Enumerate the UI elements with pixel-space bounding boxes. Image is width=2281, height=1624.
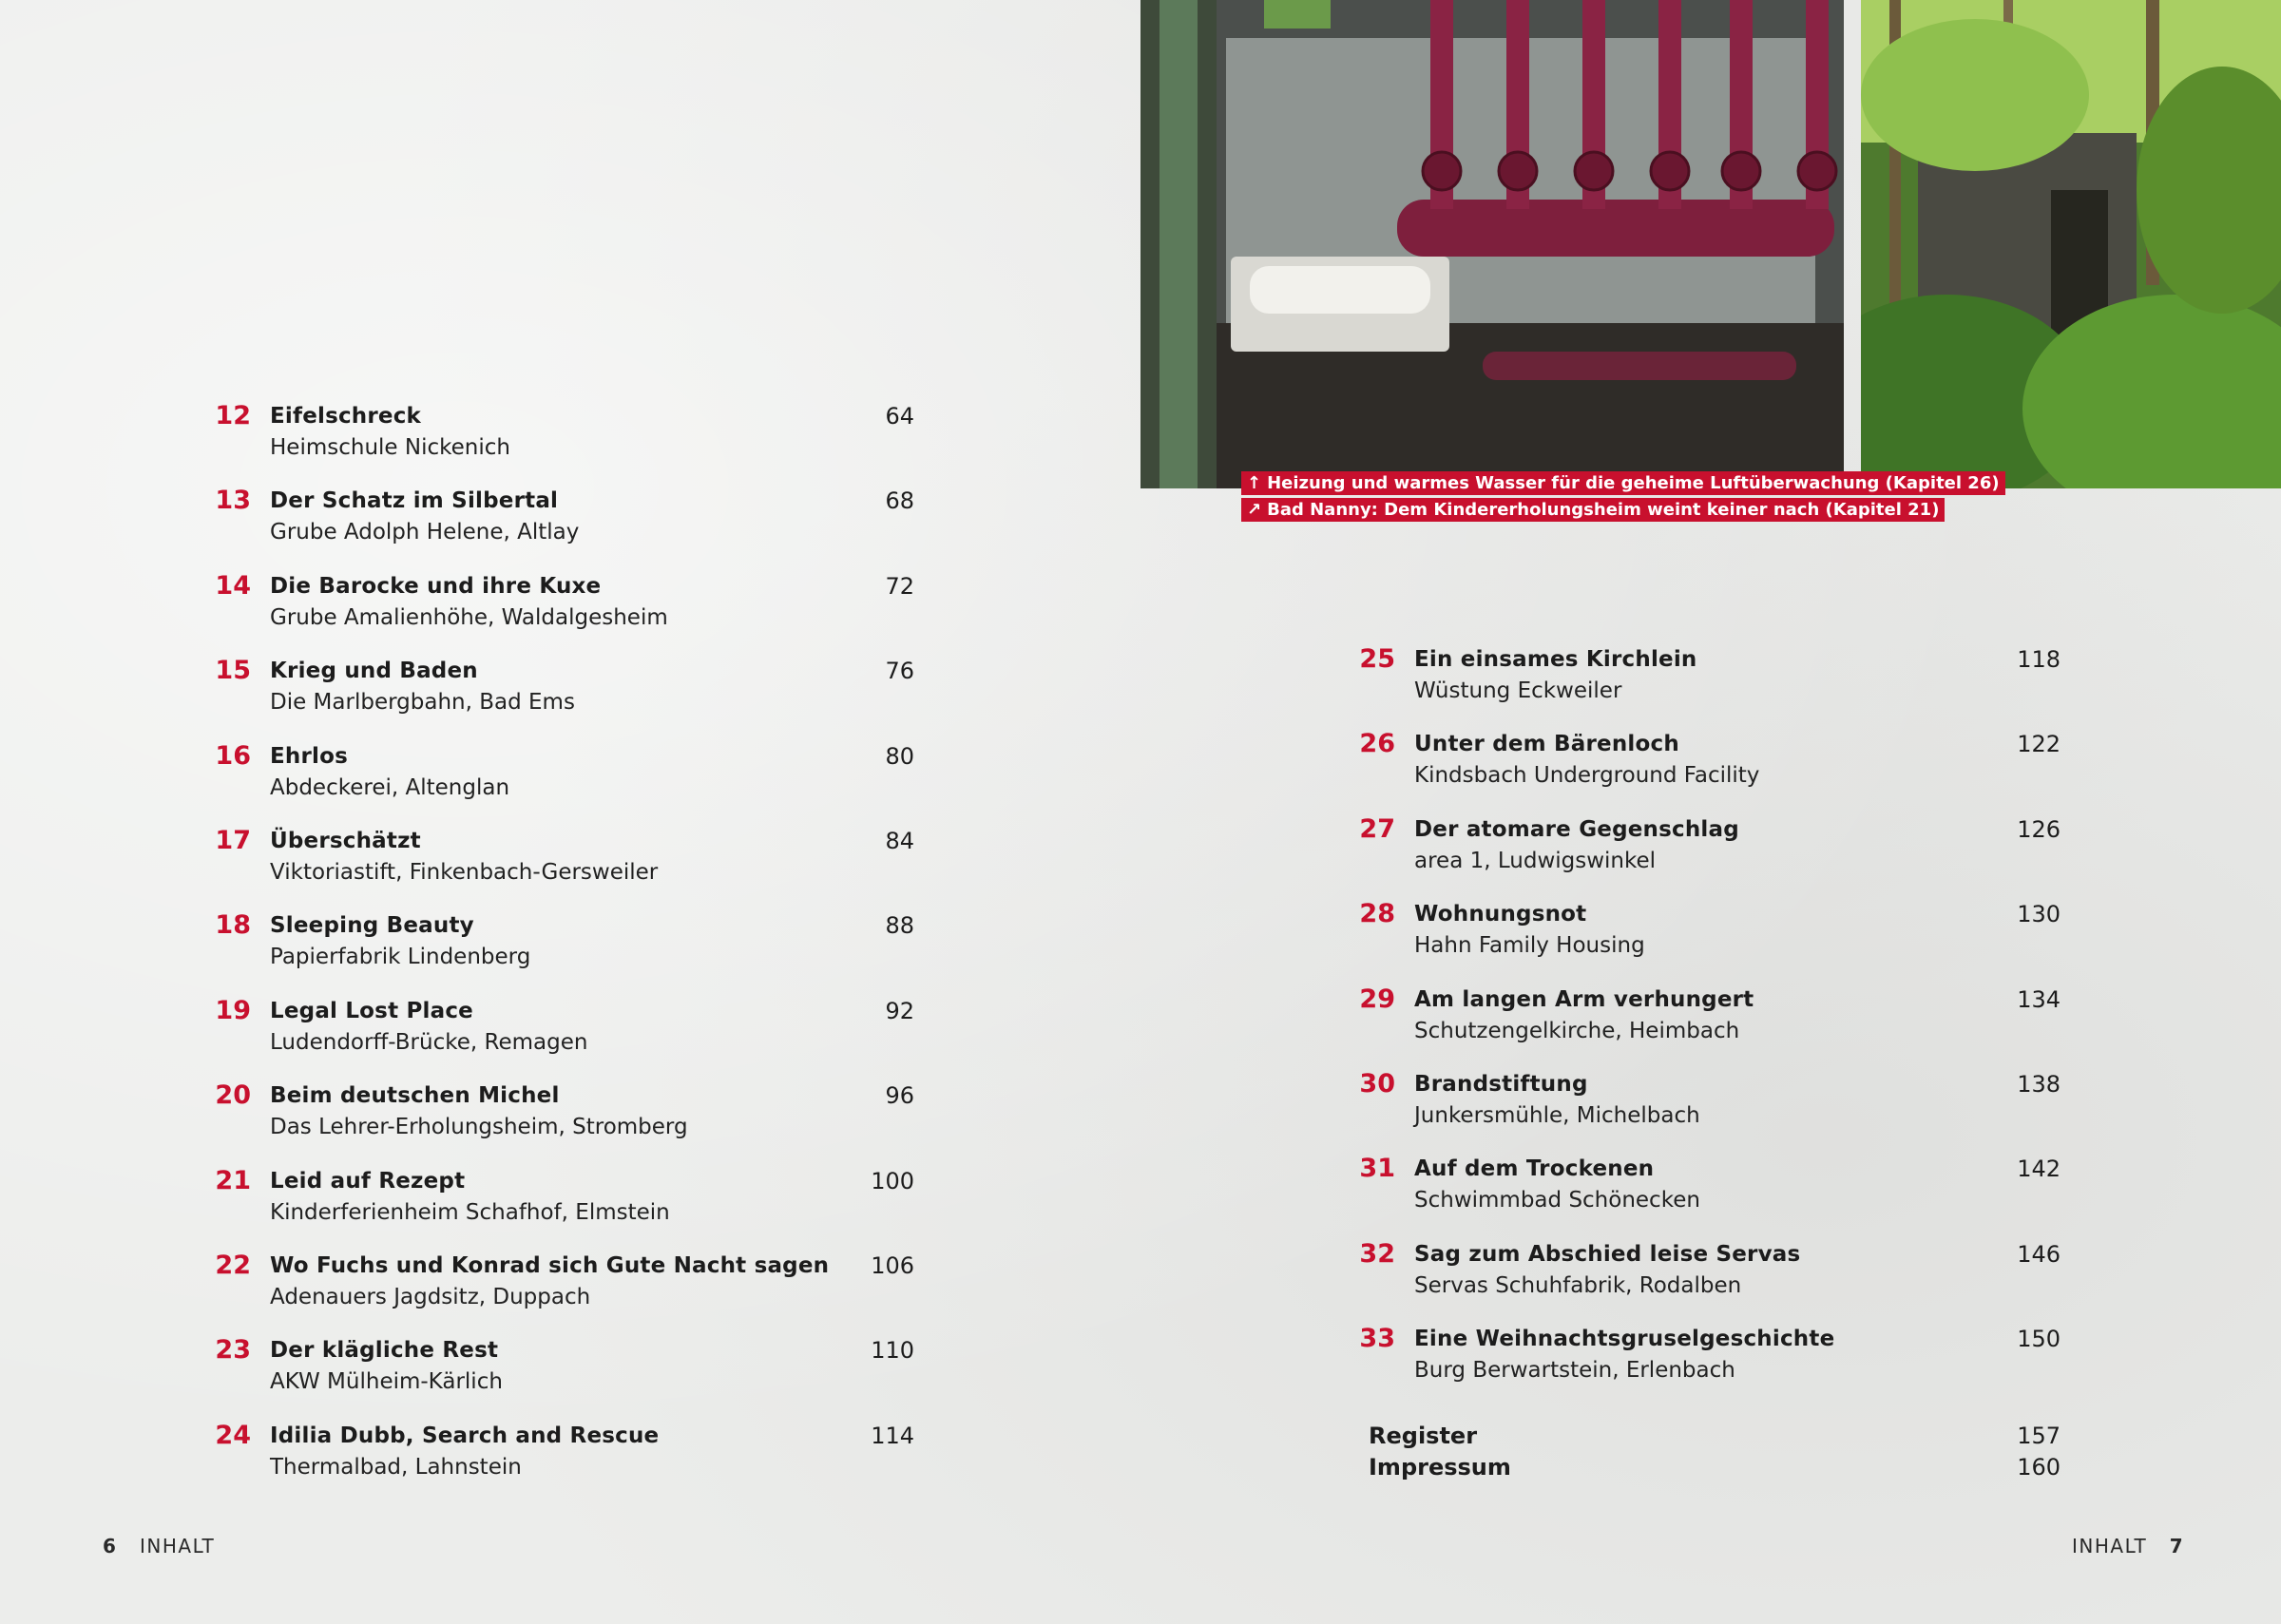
toc-entry-17[interactable] bbox=[215, 824, 914, 908]
footer-label: INHALT bbox=[140, 1535, 216, 1557]
entry-page: 76 bbox=[885, 658, 914, 685]
entry-subtitle: Das Lehrer-Erholungsheim, Stromberg bbox=[270, 1115, 688, 1140]
toc-entry-23[interactable] bbox=[215, 1333, 914, 1418]
chapter-number: 25 bbox=[1359, 644, 1395, 674]
entry-page: 92 bbox=[885, 997, 914, 1024]
entry-title: Sag zum Abschied leise Servas bbox=[1414, 1241, 1801, 1267]
entry-title: Sleeping Beauty bbox=[270, 913, 474, 939]
toc-entry-27[interactable] bbox=[1359, 812, 2061, 897]
entry-title: Die Barocke und ihre Kuxe bbox=[270, 573, 602, 599]
toc-entry-21[interactable] bbox=[215, 1164, 914, 1249]
toc-extras bbox=[1367, 1421, 2061, 1483]
entry-subtitle: Kinderferienheim Schafhof, Elmstein bbox=[270, 1199, 670, 1225]
toc-left bbox=[215, 399, 914, 1503]
photo-captions bbox=[1241, 471, 2005, 525]
caption-text: Heizung und warmes Wasser für die geheime Luftüberwachung (Kapitel 26) bbox=[1267, 473, 2000, 493]
entry-title: Brandstiftung bbox=[1414, 1071, 1588, 1097]
chapter-number: 19 bbox=[215, 995, 251, 1025]
entry-page: 126 bbox=[2017, 815, 2061, 843]
chapter-number: 21 bbox=[215, 1165, 251, 1195]
entry-page: 160 bbox=[2017, 1454, 2061, 1481]
chapter-number: 14 bbox=[215, 570, 251, 601]
entry-page: 157 bbox=[2017, 1423, 2061, 1449]
entry-subtitle: Ludendorff-Brücke, Remagen bbox=[270, 1029, 588, 1055]
toc-entry-18[interactable] bbox=[215, 908, 914, 993]
chapter-number: 15 bbox=[215, 656, 251, 686]
entry-page: 96 bbox=[885, 1082, 914, 1110]
entry-page: 64 bbox=[885, 403, 914, 430]
toc-entry-25[interactable] bbox=[1359, 642, 2061, 727]
forest-ruin-illustration bbox=[1861, 0, 2281, 488]
entry-subtitle: Schutzengelkirche, Heimbach bbox=[1414, 1018, 1740, 1043]
toc-right bbox=[1359, 642, 2061, 1407]
toc-entry-24[interactable] bbox=[215, 1419, 914, 1503]
entry-page: 72 bbox=[885, 572, 914, 600]
entry-page: 88 bbox=[885, 912, 914, 940]
entry-subtitle: Servas Schuhfabrik, Rodalben bbox=[1414, 1272, 1742, 1298]
entry-page: 138 bbox=[2017, 1070, 2061, 1098]
entry-subtitle: AKW Mülheim-Kärlich bbox=[270, 1369, 503, 1395]
chapter-number: 33 bbox=[1359, 1324, 1395, 1354]
entry-page: 142 bbox=[2017, 1156, 2061, 1183]
entry-subtitle: Schwimmbad Schönecken bbox=[1414, 1188, 1700, 1213]
toc-entry-30[interactable] bbox=[1359, 1067, 2061, 1152]
entry-page: 134 bbox=[2017, 985, 2061, 1013]
chapter-number: 20 bbox=[215, 1080, 251, 1111]
entry-page: 80 bbox=[885, 742, 914, 770]
entry-subtitle: area 1, Ludwigswinkel bbox=[1414, 848, 1657, 873]
toc-entry-13[interactable] bbox=[215, 484, 914, 568]
entry-page: 110 bbox=[871, 1337, 914, 1365]
photo-boiler-room bbox=[1140, 0, 1844, 488]
entry-subtitle: Junkersmühle, Michelbach bbox=[1414, 1102, 1700, 1128]
entry-subtitle: Grube Amalienhöhe, Waldalgesheim bbox=[270, 604, 668, 630]
toc-entry-register[interactable] bbox=[1367, 1421, 2061, 1452]
entry-page: 118 bbox=[2017, 646, 2061, 673]
toc-entry-22[interactable] bbox=[215, 1249, 914, 1333]
photo-forest-ruin bbox=[1861, 0, 2281, 488]
toc-entry-16[interactable] bbox=[215, 739, 914, 824]
left-page bbox=[0, 0, 1140, 1624]
entry-title: Register bbox=[1369, 1423, 1478, 1449]
toc-entry-15[interactable] bbox=[215, 654, 914, 738]
footer-left bbox=[103, 1533, 215, 1559]
entry-title: Idilia Dubb, Search and Rescue bbox=[270, 1423, 660, 1448]
toc-entry-14[interactable] bbox=[215, 569, 914, 654]
entry-page: 122 bbox=[2017, 731, 2061, 758]
entry-title: Legal Lost Place bbox=[270, 998, 473, 1023]
entry-subtitle: Wüstung Eckweiler bbox=[1414, 678, 1622, 703]
chapter-number: 26 bbox=[1359, 729, 1395, 759]
entry-title: Am langen Arm verhungert bbox=[1414, 986, 1754, 1012]
entry-title: Beim deutschen Michel bbox=[270, 1083, 560, 1109]
toc-entry-19[interactable] bbox=[215, 994, 914, 1079]
entry-subtitle: Grube Adolph Helene, Altlay bbox=[270, 520, 580, 545]
chapter-number: 31 bbox=[1359, 1154, 1395, 1184]
entry-subtitle: Kindsbach Underground Facility bbox=[1414, 763, 1760, 789]
caption-bad-nanny bbox=[1241, 498, 1945, 522]
toc-entry-12[interactable] bbox=[215, 399, 914, 484]
entry-title: Der atomare Gegenschlag bbox=[1414, 816, 1739, 842]
entry-title: Wohnungsnot bbox=[1414, 902, 1587, 927]
entry-subtitle: Hahn Family Housing bbox=[1414, 933, 1645, 959]
arrow-up-icon: ↑ bbox=[1247, 473, 1262, 493]
chapter-number: 24 bbox=[215, 1420, 251, 1450]
chapter-number: 13 bbox=[215, 486, 251, 516]
entry-title: Der Schatz im Silbertal bbox=[270, 488, 559, 514]
chapter-number: 28 bbox=[1359, 899, 1395, 929]
entry-subtitle: Abdeckerei, Altenglan bbox=[270, 774, 510, 800]
chapter-number: 22 bbox=[215, 1250, 251, 1280]
entry-subtitle: Heimschule Nickenich bbox=[270, 435, 510, 460]
chapter-number: 29 bbox=[1359, 984, 1395, 1014]
chapter-number: 30 bbox=[1359, 1068, 1395, 1099]
chapter-number: 27 bbox=[1359, 813, 1395, 844]
page-number: 6 bbox=[103, 1535, 118, 1557]
entry-page: 100 bbox=[871, 1167, 914, 1194]
entry-page: 68 bbox=[885, 487, 914, 515]
entry-subtitle: Thermalbad, Lahnstein bbox=[270, 1454, 522, 1480]
entry-title: Auf dem Trockenen bbox=[1414, 1156, 1655, 1182]
entry-subtitle: Viktoriastift, Finkenbach-Gersweiler bbox=[270, 859, 659, 885]
entry-page: 146 bbox=[2017, 1240, 2061, 1268]
entry-title: Eifelschreck bbox=[270, 404, 422, 429]
entry-title: Impressum bbox=[1369, 1454, 1511, 1481]
entry-title: Eine Weihnachtsgruselgeschichte bbox=[1414, 1327, 1835, 1352]
toc-entry-28[interactable] bbox=[1359, 897, 2061, 982]
entry-page: 84 bbox=[885, 827, 914, 854]
entry-page: 114 bbox=[871, 1422, 914, 1449]
entry-title: Wo Fuchs und Konrad sich Gute Nacht sagen bbox=[270, 1252, 830, 1278]
entry-page: 130 bbox=[2017, 901, 2061, 928]
chapter-number: 32 bbox=[1359, 1238, 1395, 1269]
toc-entry-26[interactable] bbox=[1359, 727, 2061, 812]
entry-page: 106 bbox=[871, 1251, 914, 1279]
entry-subtitle: Adenauers Jagdsitz, Duppach bbox=[270, 1284, 591, 1309]
entry-title: Unter dem Bärenloch bbox=[1414, 732, 1679, 757]
entry-title: Ehrlos bbox=[270, 743, 349, 769]
caption-text: Bad Nanny: Dem Kindererholungsheim weint keiner nach (Kapitel 21) bbox=[1267, 500, 1940, 520]
boiler-room-illustration bbox=[1140, 0, 1844, 488]
chapter-number: 23 bbox=[215, 1335, 251, 1366]
entry-subtitle: Papierfabrik Lindenberg bbox=[270, 945, 531, 970]
toc-entry-29[interactable] bbox=[1359, 983, 2061, 1067]
arrow-up-right-icon: ↗ bbox=[1247, 500, 1262, 520]
entry-title: Überschätzt bbox=[270, 828, 421, 853]
toc-entry-impressum[interactable] bbox=[1367, 1452, 2061, 1483]
entry-title: Der klägliche Rest bbox=[270, 1338, 499, 1364]
chapter-number: 16 bbox=[215, 740, 251, 771]
entry-title: Krieg und Baden bbox=[270, 659, 478, 684]
toc-entry-20[interactable] bbox=[215, 1079, 914, 1163]
toc-entry-33[interactable] bbox=[1359, 1322, 2061, 1406]
toc-entry-32[interactable] bbox=[1359, 1237, 2061, 1322]
entry-title: Ein einsames Kirchlein bbox=[1414, 647, 1697, 672]
entry-title: Leid auf Rezept bbox=[270, 1168, 466, 1194]
toc-entry-31[interactable] bbox=[1359, 1152, 2061, 1236]
entry-subtitle: Burg Berwartstein, Erlenbach bbox=[1414, 1358, 1735, 1384]
caption-heating bbox=[1241, 471, 2005, 495]
entry-page: 150 bbox=[2017, 1326, 2061, 1353]
page-number: 7 bbox=[2169, 1535, 2185, 1557]
chapter-number: 18 bbox=[215, 910, 251, 941]
footer-right bbox=[2072, 1533, 2184, 1559]
footer-label: INHALT bbox=[2072, 1535, 2148, 1557]
chapter-number: 17 bbox=[215, 825, 251, 855]
entry-subtitle: Die Marlbergbahn, Bad Ems bbox=[270, 690, 575, 716]
chapter-number: 12 bbox=[215, 401, 251, 430]
